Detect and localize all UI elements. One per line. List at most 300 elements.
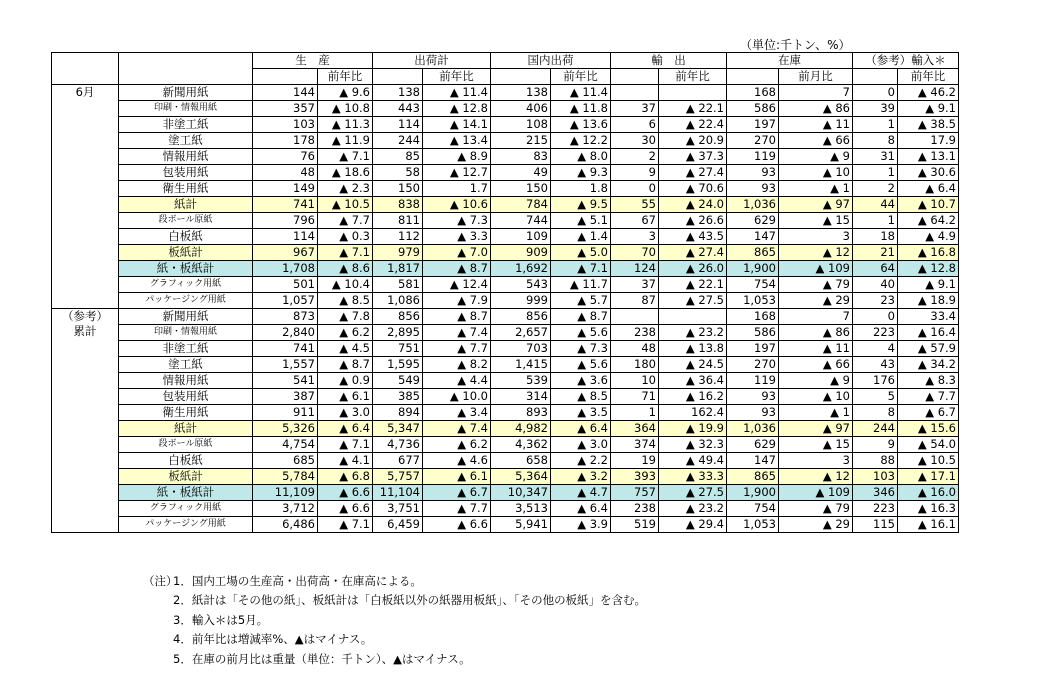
value-cell: 1,057 [253,293,318,309]
header-sub-yoy: 前年比 [423,69,491,85]
value-cell: 5,941 [491,517,551,533]
value-cell: 754 [727,501,779,517]
table-row [52,261,959,277]
change-cell: ▲ 6.4 [318,421,373,437]
value-cell: 1,053 [727,293,779,309]
change-cell: ▲ 32.3 [659,437,727,453]
change-cell: ▲ 5.0 [551,245,611,261]
change-cell: ▲ 8.0 [551,149,611,165]
change-cell: ▲ 66 [779,357,853,373]
value-cell: 4,736 [373,437,423,453]
change-cell: ▲ 5.6 [551,357,611,373]
change-cell: ▲ 86 [779,325,853,341]
change-cell: ▲ 27.5 [659,293,727,309]
value-cell: 103 [253,117,318,133]
change-cell: ▲ 7.4 [423,325,491,341]
change-cell: ▲ 7.0 [423,245,491,261]
value-cell: 1,595 [373,357,423,373]
change-cell: ▲ 29.4 [659,517,727,533]
change-cell: ▲ 36.4 [659,373,727,389]
change-cell: ▲ 7.8 [318,309,373,325]
change-cell: ▲ 6.1 [318,389,373,405]
table-row [52,101,959,117]
change-cell: ▲ 11 [779,341,853,357]
change-cell: ▲ 20.9 [659,133,727,149]
value-cell: 4,754 [253,437,318,453]
value-cell: 10,347 [491,485,551,501]
header-sub-yoy: 前年比 [551,69,611,85]
header-corner-item [119,53,253,85]
change-cell: ▲ 8.5 [318,293,373,309]
value-cell: 387 [253,389,318,405]
header-sub-yoy: 前年比 [318,69,373,85]
change-cell: ▲ 7.7 [423,501,491,517]
footnote-text: 4．前年比は増減率%、▲はマイナス。 [173,632,373,647]
change-cell: ▲ 4.5 [318,341,373,357]
change-cell: ▲ 8.3 [898,373,959,389]
value-cell: 909 [491,245,551,261]
change-cell: ▲ 8.9 [423,149,491,165]
value-cell: 741 [253,197,318,213]
value-cell: 10 [611,373,659,389]
table-row [52,357,959,373]
value-cell: 894 [373,405,423,421]
value-cell: 147 [727,229,779,245]
table-row [52,197,959,213]
change-cell: ▲ 11.8 [551,101,611,117]
change-cell: ▲ 6.1 [423,469,491,485]
change-cell: ▲ 10.4 [318,277,373,293]
row-label: パッケージング用紙 [119,517,253,533]
value-cell: 4,982 [491,421,551,437]
footnote-line [143,572,646,591]
header-corner-section [52,53,119,85]
change-cell: ▲ 18.6 [318,165,373,181]
change-cell: ▲ 6.7 [898,405,959,421]
value-cell: 893 [491,405,551,421]
change-cell: ▲ 6.4 [551,421,611,437]
change-cell: ▲ 8.6 [318,261,373,277]
change-cell: ▲ 0.9 [318,373,373,389]
value-cell: 93 [727,405,779,421]
change-cell: ▲ 22.4 [659,117,727,133]
change-cell: 162.4 [659,405,727,421]
value-cell: 856 [373,309,423,325]
change-cell: ▲ 12.2 [551,133,611,149]
value-cell: 88 [853,453,898,469]
value-cell: 374 [611,437,659,453]
row-label: 板紙計 [119,245,253,261]
value-cell: 2 [611,149,659,165]
value-cell: 5,326 [253,421,318,437]
unit-label: （単位:千トン、%） [740,38,851,52]
value-cell: 385 [373,389,423,405]
change-cell: ▲ 9 [779,373,853,389]
change-cell: ▲ 10.7 [898,197,959,213]
change-cell: ▲ 2.3 [318,181,373,197]
value-cell: 856 [491,309,551,325]
table-row [52,405,959,421]
table-row [52,437,959,453]
change-cell: ▲ 6.4 [898,181,959,197]
value-cell: 685 [253,453,318,469]
change-cell: ▲ 11.3 [318,117,373,133]
change-cell: ▲ 10 [779,165,853,181]
value-cell: 629 [727,213,779,229]
value-cell: 393 [611,469,659,485]
value-cell: 43 [853,357,898,373]
change-cell: ▲ 26.0 [659,261,727,277]
value-cell: 48 [253,165,318,181]
value-cell: 244 [853,421,898,437]
table-row [52,293,959,309]
change-cell: ▲ 24.0 [659,197,727,213]
change-cell: ▲ 66 [779,133,853,149]
value-cell: 4,362 [491,437,551,453]
change-cell: ▲ 4.7 [551,485,611,501]
value-cell: 3 [611,229,659,245]
value-cell: 11,104 [373,485,423,501]
change-cell: ▲ 1.4 [551,229,611,245]
value-cell: 215 [491,133,551,149]
change-cell: ▲ 8.5 [551,389,611,405]
table-row [52,453,959,469]
change-cell: ▲ 0.3 [318,229,373,245]
row-label: 段ボール原紙 [119,437,253,453]
change-cell: ▲ 9.6 [318,85,373,101]
change-cell: 33.4 [898,309,959,325]
change-cell: ▲ 3.5 [551,405,611,421]
table-row [52,373,959,389]
row-label: 情報用紙 [119,373,253,389]
header-sub-blank [253,69,318,85]
table-row [52,325,959,341]
change-cell: ▲ 23.2 [659,501,727,517]
value-cell: 103 [853,469,898,485]
value-cell: 2 [853,181,898,197]
change-cell: 7 [779,85,853,101]
change-cell: ▲ 17.1 [898,469,959,485]
table-row [52,181,959,197]
change-cell: ▲ 5.6 [551,325,611,341]
change-cell: ▲ 97 [779,421,853,437]
value-cell: 1 [853,213,898,229]
change-cell: 3 [779,229,853,245]
value-cell: 197 [727,341,779,357]
value-cell: 543 [491,277,551,293]
value-cell: 784 [491,197,551,213]
row-label: 塗工紙 [119,357,253,373]
change-cell: 3 [779,453,853,469]
row-label: 包装用紙 [119,165,253,181]
row-label: グラフィック用紙 [119,501,253,517]
change-cell: ▲ 3.4 [423,405,491,421]
value-cell: 838 [373,197,423,213]
value-cell: 1,708 [253,261,318,277]
footnote-line [143,591,646,610]
row-label: 非塗工紙 [119,117,253,133]
change-cell: ▲ 33.3 [659,469,727,485]
row-label: 紙・板紙計 [119,485,253,501]
change-cell: ▲ 70.6 [659,181,727,197]
value-cell: 85 [373,149,423,165]
change-cell: ▲ 5.7 [551,293,611,309]
value-cell: 21 [853,245,898,261]
header-production: 生 産 [253,53,373,69]
footnote-line [143,630,646,649]
change-cell: ▲ 14.1 [423,117,491,133]
change-cell: ▲ 12 [779,469,853,485]
change-cell: ▲ 12.8 [898,261,959,277]
table-row [52,421,959,437]
change-cell: ▲ 29 [779,517,853,533]
value-cell: 1,900 [727,261,779,277]
value-cell: 6 [611,117,659,133]
value-cell [611,85,659,101]
change-cell: ▲ 7.3 [551,341,611,357]
section-label: （参考） 累計 [52,309,119,533]
table-row [52,389,959,405]
row-label: 白板紙 [119,229,253,245]
header-inventory: 在庫 [727,53,853,69]
change-cell [659,309,727,325]
table-row [52,469,959,485]
row-label: 紙・板紙計 [119,261,253,277]
value-cell: 37 [611,277,659,293]
change-cell: ▲ 6.2 [423,437,491,453]
change-cell: ▲ 10 [779,389,853,405]
value-cell: 238 [611,325,659,341]
value-cell: 1,817 [373,261,423,277]
change-cell: ▲ 6.4 [551,501,611,517]
value-cell: 357 [253,101,318,117]
value-cell: 1,086 [373,293,423,309]
row-label: 新聞用紙 [119,309,253,325]
change-cell: ▲ 8.2 [423,357,491,373]
change-cell: ▲ 7.1 [318,437,373,453]
value-cell: 967 [253,245,318,261]
value-cell: 519 [611,517,659,533]
change-cell: ▲ 57.9 [898,341,959,357]
footnotes [143,572,646,669]
change-cell: ▲ 79 [779,277,853,293]
value-cell: 501 [253,277,318,293]
header-domestic-shipments: 国内出荷 [491,53,611,69]
change-cell: ▲ 49.4 [659,453,727,469]
header-shipments-total: 出荷計 [373,53,491,69]
change-cell: ▲ 27.4 [659,165,727,181]
value-cell: 168 [727,309,779,325]
value-cell: 751 [373,341,423,357]
change-cell: ▲ 7.7 [423,341,491,357]
value-cell: 1 [853,165,898,181]
value-cell: 364 [611,421,659,437]
change-cell: ▲ 16.1 [898,517,959,533]
change-cell: ▲ 109 [779,261,853,277]
value-cell: 6,486 [253,517,318,533]
value-cell: 1,900 [727,485,779,501]
header-sub-yoy: 前年比 [898,69,959,85]
value-cell: 346 [853,485,898,501]
value-cell: 539 [491,373,551,389]
change-cell: ▲ 79 [779,501,853,517]
value-cell: 70 [611,245,659,261]
change-cell: ▲ 7.1 [318,517,373,533]
change-cell: ▲ 6.7 [423,485,491,501]
change-cell: ▲ 12.4 [423,277,491,293]
change-cell: ▲ 8.7 [551,309,611,325]
value-cell: 541 [253,373,318,389]
value-cell: 314 [491,389,551,405]
table-row [52,341,959,357]
change-cell: ▲ 7.9 [423,293,491,309]
change-cell: ▲ 10.8 [318,101,373,117]
value-cell: 658 [491,453,551,469]
value-cell: 1,557 [253,357,318,373]
change-cell: ▲ 1 [779,405,853,421]
value-cell: 581 [373,277,423,293]
value-cell: 149 [253,181,318,197]
value-cell: 83 [491,149,551,165]
footnote-line [143,650,646,669]
value-cell: 168 [727,85,779,101]
row-label: 紙計 [119,197,253,213]
value-cell: 3,712 [253,501,318,517]
change-cell: ▲ 22.1 [659,101,727,117]
table-row [52,485,959,501]
value-cell: 124 [611,261,659,277]
value-cell: 754 [727,277,779,293]
value-cell: 406 [491,101,551,117]
value-cell: 244 [373,133,423,149]
value-cell: 5,784 [253,469,318,485]
change-cell: 7 [779,309,853,325]
value-cell: 629 [727,437,779,453]
change-cell: ▲ 43.5 [659,229,727,245]
change-cell: ▲ 15 [779,437,853,453]
change-cell: ▲ 7.7 [898,389,959,405]
change-cell: ▲ 9.5 [551,197,611,213]
value-cell: 677 [373,453,423,469]
header-row-groups [52,53,959,69]
value-cell [611,309,659,325]
change-cell: ▲ 12.7 [423,165,491,181]
table-row [52,245,959,261]
change-cell: 17.9 [898,133,959,149]
change-cell: ▲ 9.1 [898,277,959,293]
value-cell: 48 [611,341,659,357]
value-cell: 31 [853,149,898,165]
header-sub-mom: 前月比 [779,69,853,85]
value-cell: 0 [611,181,659,197]
value-cell: 119 [727,373,779,389]
change-cell: ▲ 37.3 [659,149,727,165]
change-cell: ▲ 27.4 [659,245,727,261]
change-cell: ▲ 2.2 [551,453,611,469]
value-cell: 138 [373,85,423,101]
value-cell: 223 [853,325,898,341]
table-row [52,133,959,149]
change-cell: ▲ 8.7 [423,309,491,325]
change-cell: ▲ 15 [779,213,853,229]
change-cell: ▲ 3.3 [423,229,491,245]
value-cell: 238 [611,501,659,517]
value-cell: 865 [727,469,779,485]
value-cell: 873 [253,309,318,325]
change-cell: ▲ 4.4 [423,373,491,389]
table-row [52,213,959,229]
change-cell: ▲ 11.4 [423,85,491,101]
row-label: 衛生用紙 [119,405,253,421]
change-cell: ▲ 11.9 [318,133,373,149]
row-label: パッケージング用紙 [119,293,253,309]
value-cell: 0 [853,309,898,325]
change-cell: ▲ 86 [779,101,853,117]
footnote-text: 2．紙計は「その他の紙」、板紙計は「白板紙以外の紙器用板紙」、「その他の板紙」を含む。 [173,593,647,608]
row-label: 情報用紙 [119,149,253,165]
value-cell: 270 [727,133,779,149]
header-sub-blank [373,69,423,85]
change-cell [659,85,727,101]
value-cell: 703 [491,341,551,357]
change-cell: ▲ 12 [779,245,853,261]
value-cell: 18 [853,229,898,245]
value-cell: 44 [853,197,898,213]
change-cell: ▲ 9.3 [551,165,611,181]
change-cell: ▲ 6.8 [318,469,373,485]
change-cell: ▲ 30.6 [898,165,959,181]
value-cell: 6,459 [373,517,423,533]
change-cell: ▲ 6.2 [318,325,373,341]
value-cell: 5,757 [373,469,423,485]
footnote-text: 1．国内工場の生産高・出荷高・在庫高による。 [173,574,422,588]
change-cell: ▲ 3.0 [551,437,611,453]
change-cell: ▲ 13.4 [423,133,491,149]
value-cell: 55 [611,197,659,213]
value-cell: 114 [373,117,423,133]
change-cell: ▲ 29 [779,293,853,309]
table-row [52,517,959,533]
value-cell: 9 [853,437,898,453]
header-sub-blank [727,69,779,85]
change-cell: ▲ 7.1 [551,261,611,277]
change-cell: ▲ 9.1 [898,101,959,117]
value-cell: 979 [373,245,423,261]
value-cell: 67 [611,213,659,229]
value-cell: 1,415 [491,357,551,373]
change-cell: ▲ 8.7 [318,357,373,373]
change-cell: ▲ 3.2 [551,469,611,485]
value-cell: 37 [611,101,659,117]
value-cell: 176 [853,373,898,389]
table-row [52,149,959,165]
value-cell: 144 [253,85,318,101]
change-cell: ▲ 3.0 [318,405,373,421]
value-cell: 1,036 [727,421,779,437]
value-cell: 796 [253,213,318,229]
change-cell: ▲ 4.9 [898,229,959,245]
value-cell: 23 [853,293,898,309]
value-cell: 1,036 [727,197,779,213]
value-cell: 76 [253,149,318,165]
change-cell: ▲ 8.7 [423,261,491,277]
value-cell: 64 [853,261,898,277]
change-cell: ▲ 11.4 [551,85,611,101]
change-cell: ▲ 5.1 [551,213,611,229]
header-sub-blank [853,69,898,85]
table-row [52,85,959,101]
change-cell: ▲ 16.3 [898,501,959,517]
